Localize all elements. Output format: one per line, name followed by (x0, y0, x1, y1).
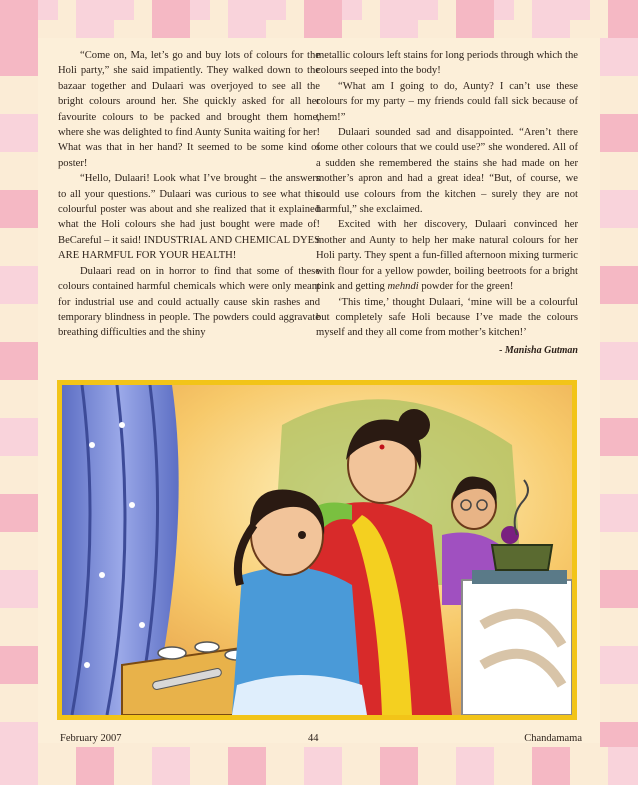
border-tile (600, 646, 638, 684)
border-tile (380, 747, 418, 785)
story-paragraph: “What am I going to do, Aunty? I can’t use these colours for my party – my friends could fall sick because of them!” (316, 80, 578, 123)
border-tile (266, 0, 286, 20)
border-tile (152, 747, 190, 785)
story-column-left (58, 48, 320, 341)
border-tile (0, 646, 38, 684)
footer-magazine-name: Chandamama (524, 733, 582, 744)
border-tile (0, 418, 38, 456)
story-paragraph: ‘This time,’ thought Dulaari, ‘mine will be a colourful but completely safe Holi because I’ve made the colours myself and they all come from mother’s kitchen!’ (316, 296, 578, 339)
story-paragraph: metallic colours left stains for long periods through which the colours seeped into the body! (316, 50, 578, 77)
border-tile (0, 342, 38, 380)
border-tile (418, 0, 438, 20)
border-tile (600, 38, 638, 76)
story-column-right (316, 48, 578, 358)
story-paragraph (316, 217, 578, 294)
border-tile (304, 0, 342, 38)
border-tile (600, 114, 638, 152)
kitchen-scene-illustration (62, 385, 572, 715)
border-tile (532, 0, 570, 38)
border-tile (190, 0, 210, 20)
border-tile (0, 747, 38, 785)
border-tile (0, 494, 38, 532)
author-byline: - Manisha Gutman (499, 344, 578, 356)
border-tile (76, 747, 114, 785)
border-tile (76, 0, 114, 38)
italic-term: mehndi (387, 281, 419, 293)
border-tile (600, 570, 638, 608)
border-tile (456, 0, 494, 38)
border-tile (532, 747, 570, 785)
border-tile (114, 0, 134, 20)
border-tile (380, 0, 418, 38)
border-tile (0, 570, 38, 608)
border-tile (600, 418, 638, 456)
story-paragraph: Dulaari read on in horror to find that some of these colours contained harmful chemicals which were only meant for industrial use and could actually cause skin rashes and temporary blindness in people. The powders could aggravate breathing difficulties and the shiny (58, 265, 320, 339)
border-tile (456, 747, 494, 785)
border-tile (228, 747, 266, 785)
border-tile (608, 0, 638, 38)
border-tile (0, 190, 38, 228)
border-tile (600, 722, 638, 747)
border-tile (570, 0, 590, 20)
border-tile (0, 114, 38, 152)
story-paragraph: Dulaari sounded sad and disappointed. “Aren’t there some other colours that we could use?” she wondered. All of a sudden she remembered the stains she had made on her mother’s apron and had a great idea! “But, of course, we could use colours from the kitchen – surely they are not harmful,” she exclaimed. (316, 127, 578, 216)
border-tile (600, 266, 638, 304)
footer-page-number: 44 (308, 733, 319, 744)
border-tile (600, 494, 638, 532)
border-tile (304, 747, 342, 785)
story-illustration (57, 380, 577, 720)
paragraph-text: Excited with her discovery, Dulaari convinced her mother and Aunty to help her make natural colours for her Holi party. They spent a fun-filled afternoon mixing turmeric with flour for a yellow powder, boiling beetroots for a bright pink and getting (316, 219, 578, 293)
border-tile (608, 747, 638, 785)
story-paragraph: “Hello, Dulaari! Look what I’ve brought – the answers to all your questions.” Dulaari was curious to see what this colourful poster was about and she realized that it explained what the Holi colours she had just bought were made of! BeCareful – it said! INDUSTRIAL AND CHEMICAL DYES ARE HARMFUL FOR YOUR HEALTH! (58, 173, 320, 262)
border-tile (600, 342, 638, 380)
paragraph-text: powder for the green! (418, 281, 514, 293)
border-tile (38, 0, 58, 20)
border-tile (600, 190, 638, 228)
border-tile (228, 0, 266, 38)
border-tile (0, 266, 38, 304)
border-tile (0, 38, 38, 76)
footer-date: February 2007 (60, 733, 122, 744)
story-paragraph: “Come on, Ma, let’s go and buy lots of colours for the Holi party,” she said impatiently. They walked down to the bazaar together and Dulaari was overjoyed to see all the bright colours around her. She quickly asked for all her favourite colours to be packed and brought them home, where she was delighted to find Aunty Sunita waiting for her! What was that in her hand? It seemed to be some kind of poster! (58, 50, 320, 169)
border-tile (0, 0, 38, 38)
border-tile (152, 0, 190, 38)
border-tile (0, 722, 38, 747)
border-tile (494, 0, 514, 20)
border-tile (342, 0, 362, 20)
